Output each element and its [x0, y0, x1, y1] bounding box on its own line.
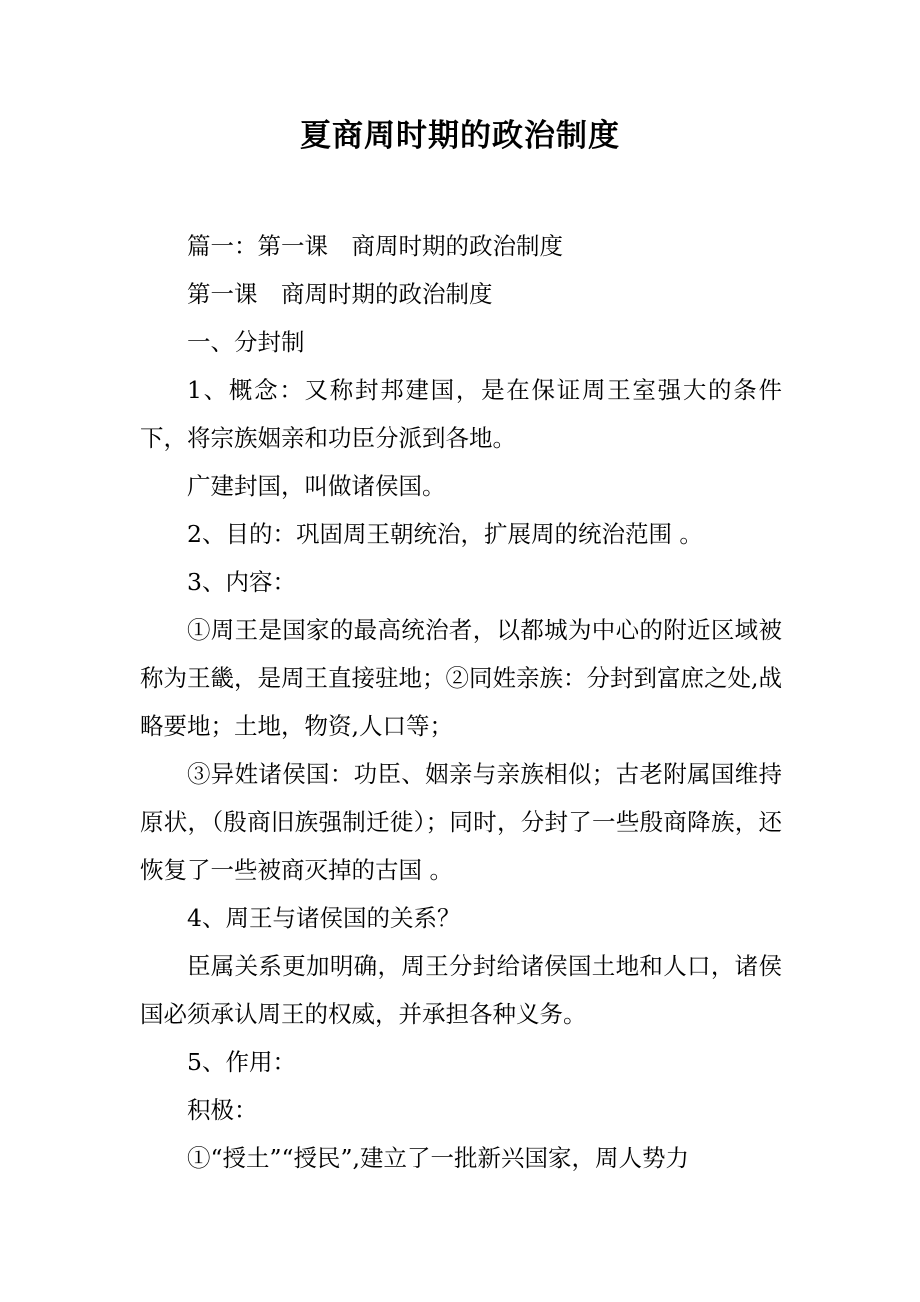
section-heading: 一、分封制 — [187, 328, 305, 356]
paragraph: 臣属关系更加明确，周王分封给诸侯国土地和人口，诸侯国必须承认周王的权威，并承担各种义务。 — [140, 952, 782, 1028]
paragraph: ①“授土”“授民”,建立了一批新兴国家，周人势力 — [187, 1144, 690, 1172]
document-body — [140, 222, 782, 1182]
paragraph: 1、概念：又称封邦建国，是在保证周王室强大的条件下，将宗族姻亲和功臣分派到各地。 — [140, 376, 782, 452]
paragraph: 4、周王与诸侯国的关系？ — [187, 904, 461, 932]
paragraph: 3、内容： — [187, 568, 296, 596]
document-title: 夏商周时期的政治制度 — [300, 118, 620, 154]
paragraph: ①周王是国家的最高统治者，以都城为中心的附近区域被称为王畿，是周王直接驻地；②同姓亲族：分封到富庶之处,战略要地；土地，物资,人口等； — [140, 616, 782, 740]
paragraph: 2、目的：巩固周王朝统治，扩展周的统治范围 。 — [187, 520, 703, 548]
paragraph: ③异姓诸侯国：功臣、姻亲与亲族相似；古老附属国维持原状，（殷商旧族强制迁徙）；同时，分封了一些殷商降族，还恢复了一些被商灭掉的古国 。 — [140, 760, 782, 884]
heading-lesson: 第一课 商周时期的政治制度 — [187, 280, 493, 308]
paragraph: 广建封国，叫做诸侯国。 — [187, 472, 446, 500]
heading-chapter: 篇一：第一课 商周时期的政治制度 — [187, 232, 563, 260]
paragraph: 积极： — [187, 1096, 258, 1124]
paragraph: 5、作用： — [187, 1048, 296, 1076]
